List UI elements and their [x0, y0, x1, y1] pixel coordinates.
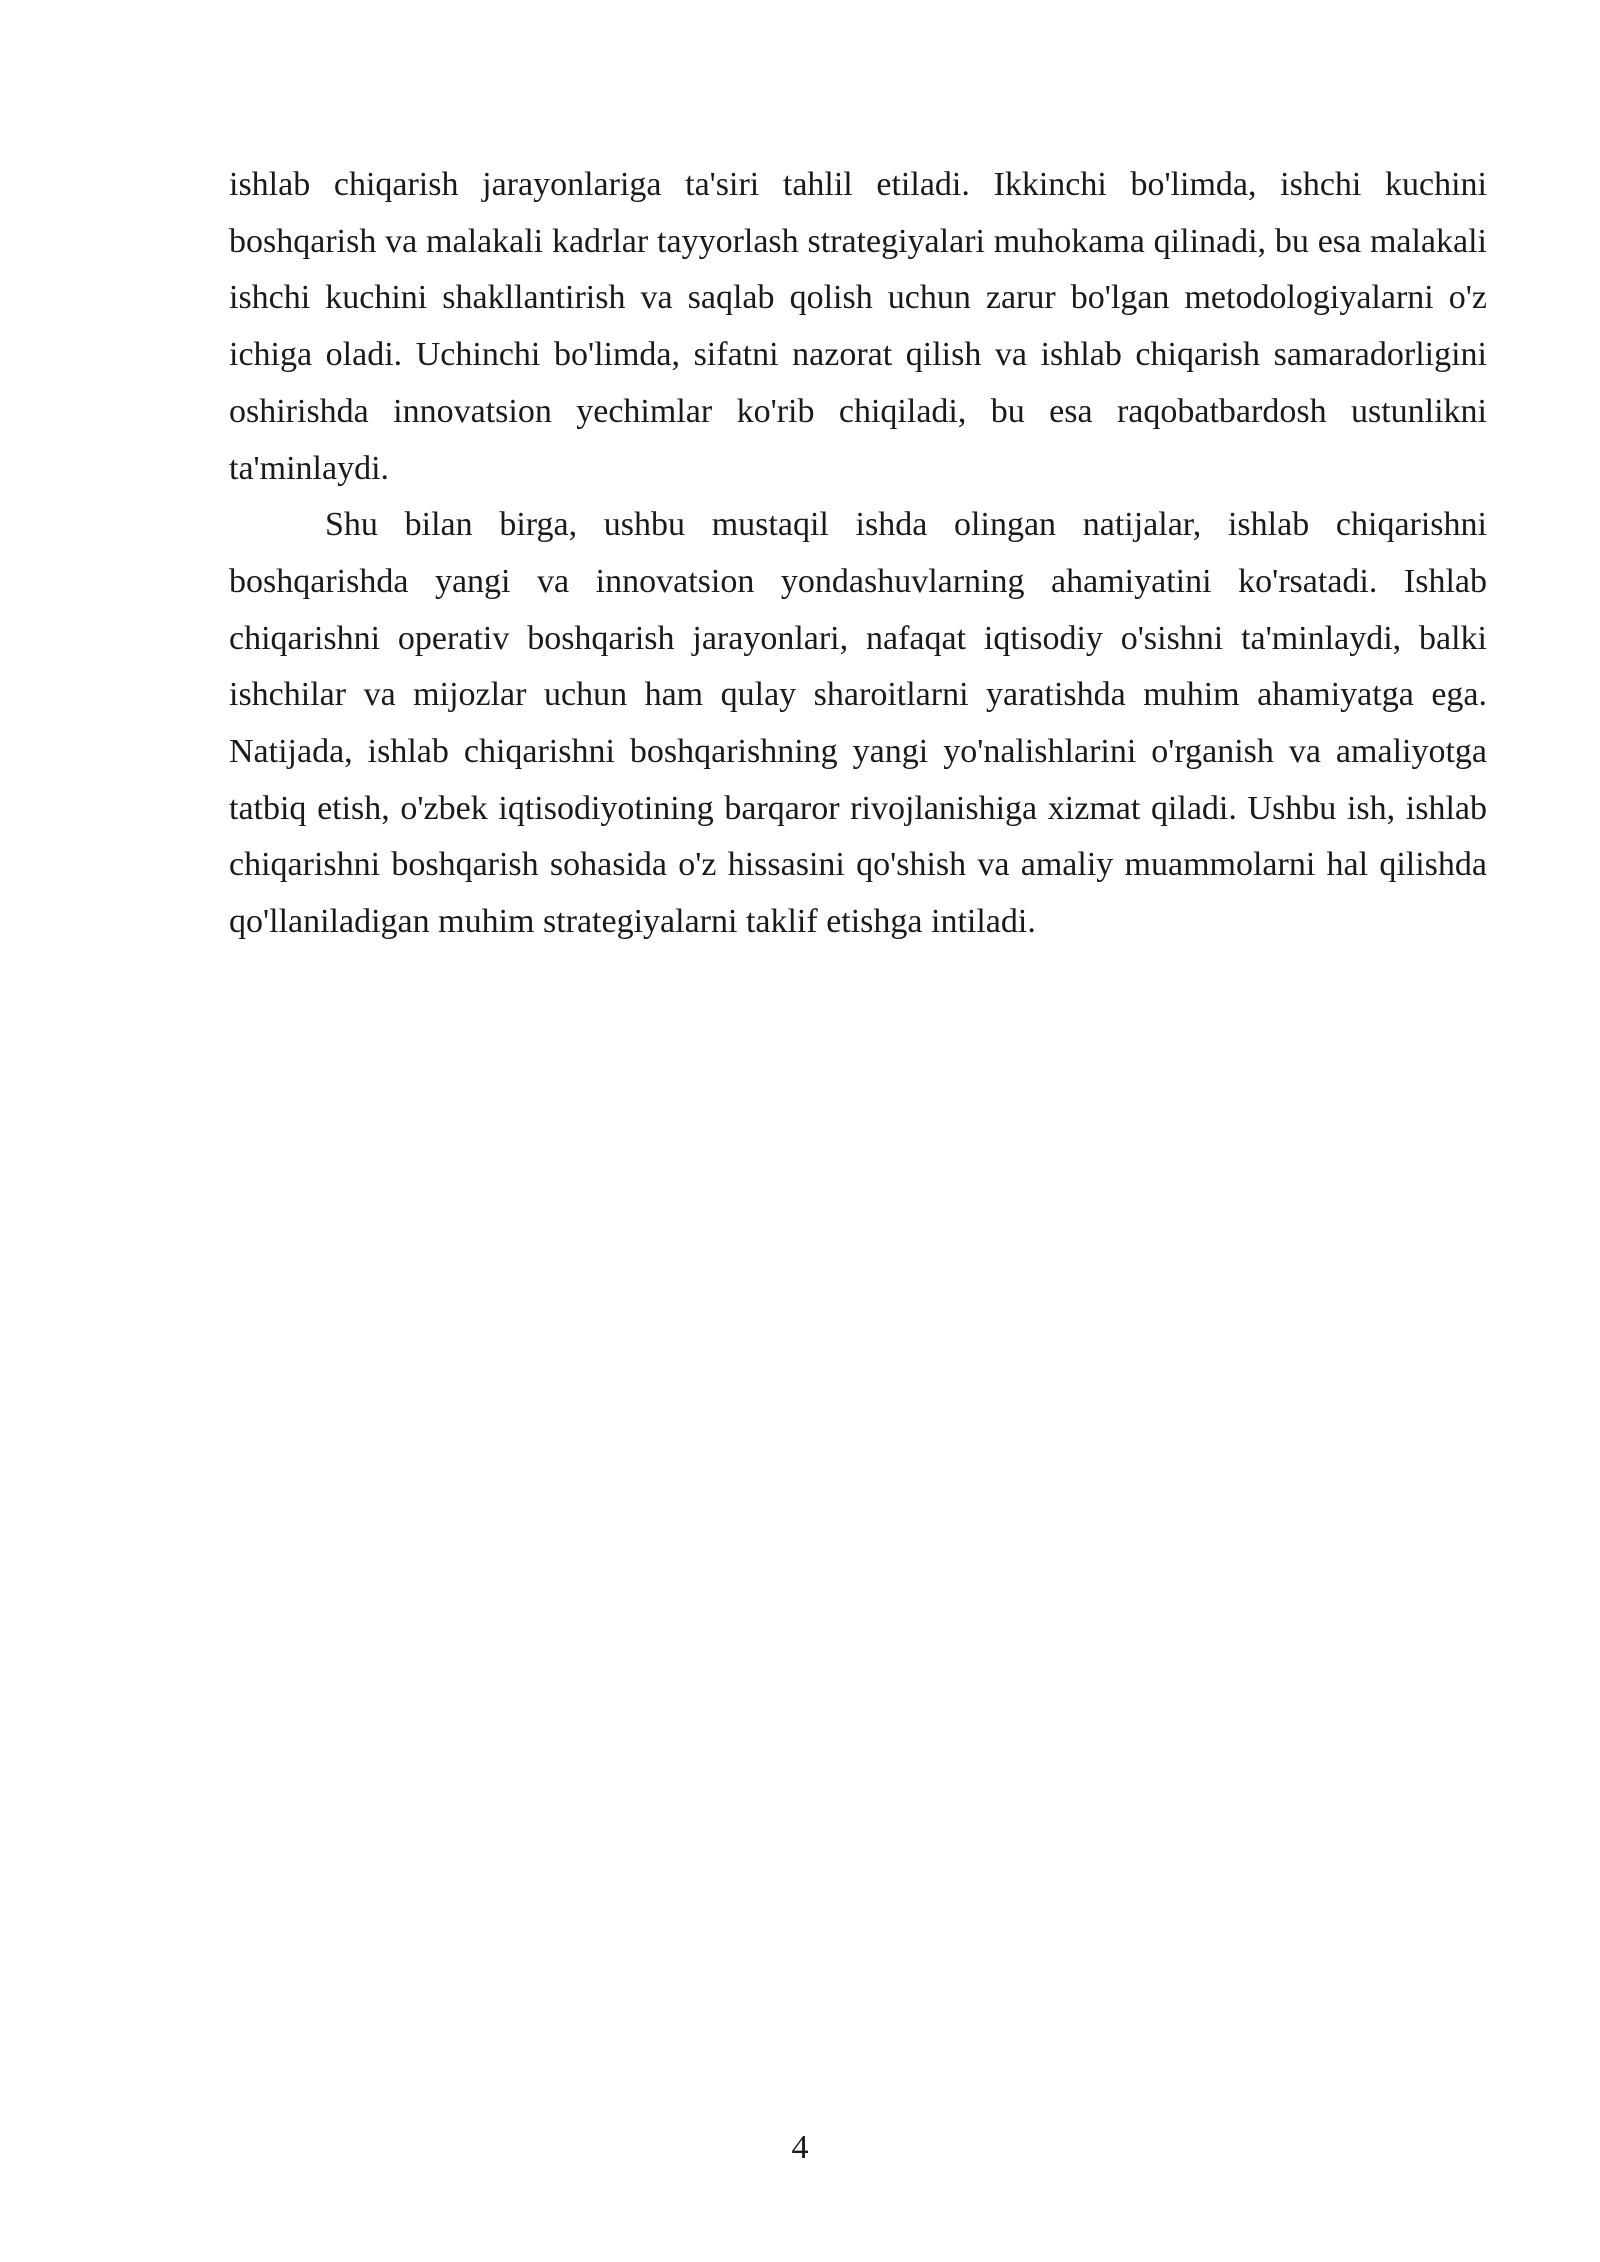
paragraph-conclusion: Shu bilan birga, ushbu mustaqil ishda olingan natijalar, ishlab chiqarishni boshqarishda yangi va innovatsion yondashuvlarning ahamiyatini ko'rsatadi. Ishlab chiqarishni operativ boshqarish jarayonlari, nafaqat iqtisodiy o'sishni ta'minlaydi, balki ishchilar va mijozlar uchun ham qulay sharoitlarni yaratishda muhim ahamiyatga ega. Natijada, ishlab chiqarishni boshqarishning yangi yo'nalishlarini o'rganish va amaliyotga tatbiq etish, o'zbek iqtisodiyotining barqaror rivojlanishiga xizmat qiladi. Ushbu ish, ishlab chiqarishni boshqarish sohasida o'z hissasini qo'shish va amaliy muammolarni hal qilishda qo'llaniladigan muhim strategiyalarni taklif etishga intiladi. [229, 506, 1487, 941]
paragraph-continuation: ishlab chiqarish jarayonlariga ta'siri tahlil etiladi. Ikkinchi bo'limda, ishchi kuchini boshqarish va malakali kadrlar tayyorlash strategiyalari muhokama qilinadi, bu esa malakali ishchi kuchini shakllantirish va saqlab qolish uchun zarur bo'lgan metodologiyalarni o'z ichiga oladi. Uchinchi bo'limda, sifatni nazorat qilish va ishlab chiqarish samaradorligini oshirishda innovatsion yechimlar ko'rib chiqiladi, bu esa raqobatbardosh ustunlikni ta'minlaydi. [229, 166, 1487, 487]
body-text [229, 157, 1487, 951]
page-number: 4 [791, 2129, 809, 2166]
